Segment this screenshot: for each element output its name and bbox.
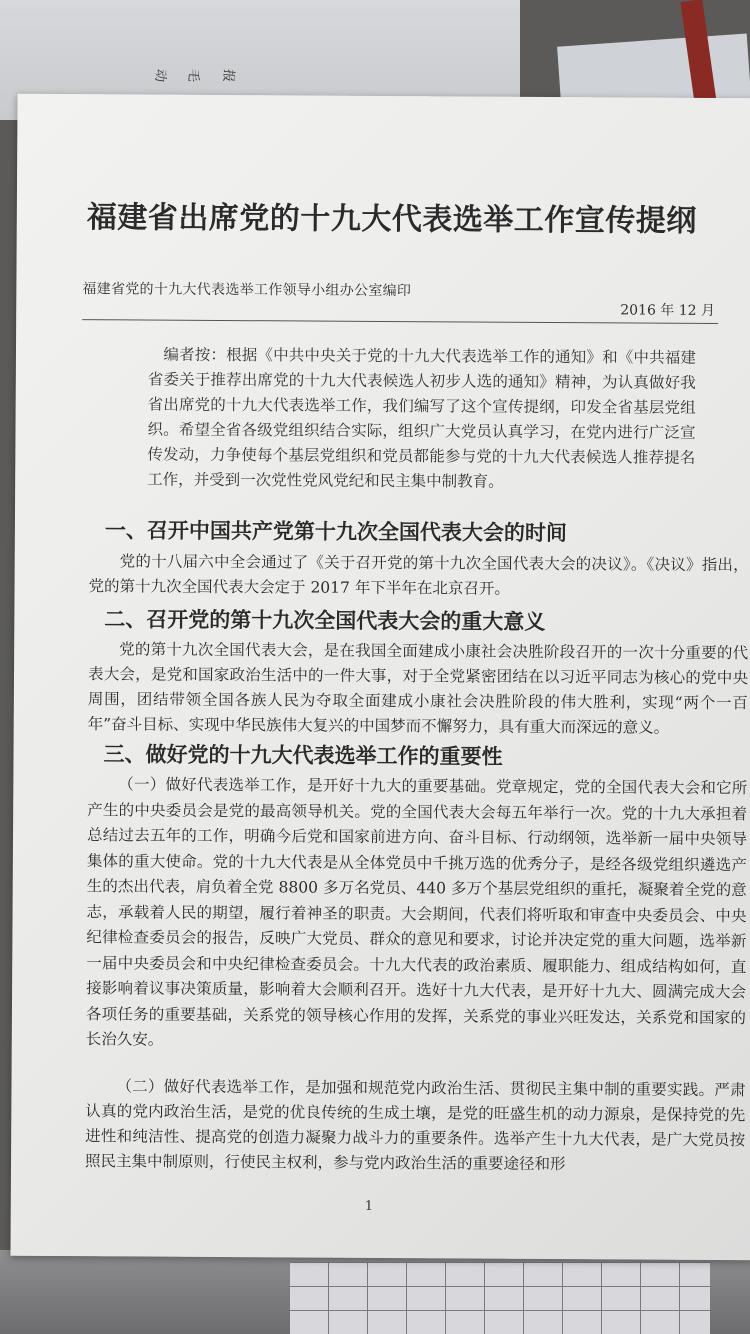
background-text: 报 [219,68,237,83]
section-paragraph-2: 党的第十九次全国代表大会，是在我国全面建成小康社会决胜阶段召开的一次十分重要的代表大会，是党和国家政治生活中的一件大事，对于全党紧密团结在以习近平同志为核心的党中央周围，团结带领全国各族人民为夺取全面建成小康社会决胜阶段的伟大胜利，实现“两个一百年”奋斗目标、实现中华民族伟大复兴的中国梦而不懈努力，具有重大而深远的意义。 [87,640,749,737]
section-heading-1: 一、召开中国共产党第十九次全国代表大会的时间 [104,518,567,546]
document-date: 2016 年 12 月 [620,302,716,320]
background-text: 毛 [184,68,202,83]
section-paragraph-3-2: （二）做好代表选举工作，是加强和规范党内政治生活、贯彻民主集中制的重要实践。严肃认真的党内政治生活，是党的优良传统的生成土壤，是党的旺盛生机的动力源泉，是保持党的先进性和纯洁性、提高党的创造力凝聚力战斗力的重要条件。选举产生十九大代表，是广大党员按照民主集中制原则，行使民主权利，参与党内政治生活的重要途径和形 [84,1077,746,1174]
document-title: 福建省出席党的十九大代表选举工作宣传提纲 [86,200,697,239]
document-compiler: 福建省党的十九大代表选举工作领导小组办公室编印 [82,281,412,300]
background-table-sheet [290,1262,710,1334]
page-number: 1 [364,1198,374,1214]
background-text: 动 [151,68,169,83]
section-paragraph-1: 党的十八届六中全会通过了《关于召开党的第十九次全国代表大会的决议》。《决议》指出，党的第十九次全国代表大会定于 2017 年下半年在北京召开。 [88,552,749,598]
document-page [10,94,750,1261]
section-heading-3: 三、做好党的十九大代表选举工作的重要性 [103,742,503,769]
editor-note: 编者按：根据《中共中央关于党的十九大代表选举工作的通知》和《中共福建省委关于推荐出席党的十九大代表候选人初步人选的通知》精神，为认真做好我省出席党的十九大代表选举工作，我们编写了这个宣传提纲，印发全省基层党组织。希望全省各级党组织结合实际，组织广大党员认真学习，在党内进行广泛宣传发动，力争使每个基层党组织和党员都能参与党的十九大代表候选人推荐提名工作，并受到一次党性党风党纪和民主集中制教育。 [147,345,697,491]
section-heading-2: 二、召开党的第十九次全国代表大会的重大意义 [104,607,546,634]
section-paragraph-3-1: （一）做好代表选举工作，是开好十九大的重要基础。党章规定，党的全国代表大会和它所产生的中央委员会是党的最高领导机关。党的全国代表大会每五年举行一次。党的十九大承担着总结过去五年的工作，明确今后党和国家前进方向、奋斗目标、行动纲领，选举新一届中央领导集体的重大使命。党的十九大代表是从全体党员中千挑万选的优秀分子，是经各级党组织遴选产生的杰出代表，肩负着全党 8800 多万名党员、440 多万个基层党组织的重托，凝聚着全党的意志，承载着人民的期望，履行着神圣的职责。大会期间，代表们将听取和审查中央委员会、中央纪律检查委员会的报告，反映广大党员、群众的意见和要求，讨论并决定党的重大问题，选举新一届中央委员会和中央纪律检查委员会。十九大代表的政治素质、履职能力、组成结构如何，直接影响着议事决策质量，影响着大会顺利召开。选好十九大代表，是开好十九大、圆满完成大会各项任务的重要基础，关系党的领导核心作用的发挥，关系党的事业兴旺发达，关系党和国家的长治久安。 [85,775,748,1049]
header-divider [82,319,718,324]
